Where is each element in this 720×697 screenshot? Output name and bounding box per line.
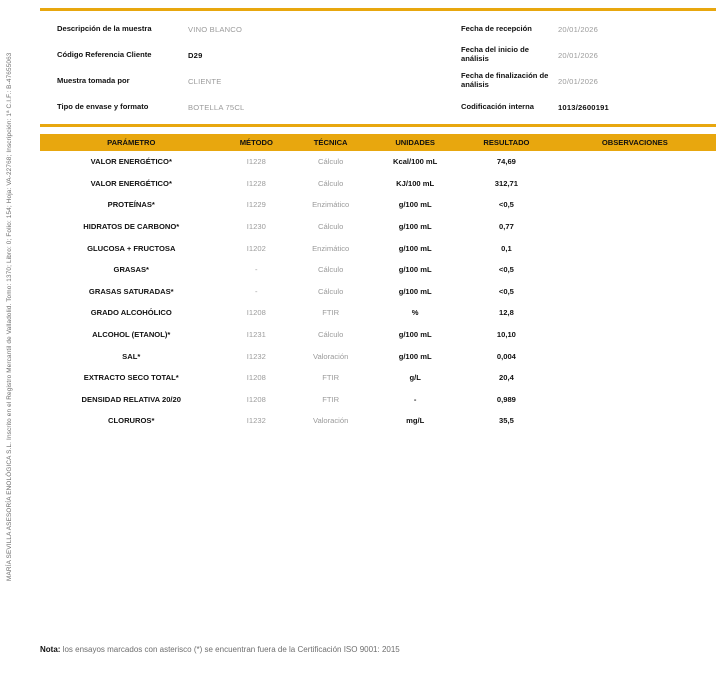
column-header-resultado: RESULTADO [483, 138, 530, 147]
table-row [40, 151, 716, 173]
field-value-fecha-recepcion: 20/01/2026 [558, 24, 599, 34]
cell-resultado: 0,1 [501, 243, 512, 253]
cell-unidades: g/100 mL [398, 243, 432, 253]
cell-tecnica: Cálculo [318, 265, 344, 275]
cell-tecnica: Cálculo [318, 286, 344, 296]
table-row [40, 281, 716, 303]
report-content [40, 8, 716, 432]
cell-metodo: I1231 [246, 330, 266, 340]
cell-unidades: g/100 mL [398, 265, 432, 275]
cell-metodo: I1230 [246, 222, 266, 232]
field-label-fecha-inicio-analisis: Fecha del inicio de análisis [461, 45, 529, 63]
cell-parametro: DENSIDAD RELATIVA 20/20 [81, 394, 181, 404]
cell-unidades: g/100 mL [398, 286, 432, 296]
cell-tecnica: Valoración [313, 416, 349, 426]
cell-tecnica: FTIR [322, 308, 340, 318]
field-label-codificacion-interna: Codificación interna [461, 101, 534, 111]
cell-unidades: - [413, 394, 417, 404]
cell-metodo: I1208 [246, 394, 266, 404]
cell-tecnica: Valoración [313, 351, 349, 361]
table-row [40, 194, 716, 216]
column-header-metodo: MÉTODO [239, 138, 273, 147]
cell-parametro: VALOR ENERGÉTICO* [90, 157, 172, 167]
column-header-parametro: PARÁMETRO [107, 138, 156, 147]
cell-parametro: ALCOHOL (ETANOL)* [92, 330, 171, 340]
cell-resultado: <0,5 [498, 200, 514, 210]
cell-metodo: I1228 [246, 157, 266, 167]
cell-unidades: g/100 mL [398, 351, 432, 361]
cell-unidades: g/100 mL [398, 200, 432, 210]
footer-note-text: los ensayos marcados con asterisco (*) se encuentran fuera de la Certificación ISO 9001: 2015 [60, 645, 400, 654]
cell-tecnica: Cálculo [318, 157, 344, 167]
cell-parametro: CLORUROS* [108, 416, 155, 426]
cell-resultado: 0,989 [496, 394, 516, 404]
results-table-header [40, 134, 716, 151]
cell-unidades: KJ/100 mL [396, 178, 435, 188]
field-value-fecha-finalizacion-analisis: 20/01/2026 [558, 76, 599, 86]
cell-unidades: % [411, 308, 419, 318]
cell-tecnica: Cálculo [318, 178, 344, 188]
cell-tecnica: FTIR [322, 373, 340, 383]
cell-resultado: 74,69 [496, 157, 516, 167]
cell-parametro: VALOR ENERGÉTICO* [90, 178, 172, 188]
field-label-descripcion-muestra: Descripción de la muestra [57, 23, 152, 33]
cell-parametro: GRASAS SATURADAS* [88, 286, 174, 296]
table-row [40, 410, 716, 432]
cell-parametro: HIDRATOS DE CARBONO* [83, 222, 180, 232]
cell-tecnica: Cálculo [318, 222, 344, 232]
field-label-fecha-finalizacion-analisis: Fecha de finalización de análisis [461, 71, 549, 89]
cell-resultado: <0,5 [498, 286, 514, 296]
cell-unidades: g/100 mL [398, 222, 432, 232]
field-value-descripcion-muestra: VINO BLANCO [188, 24, 243, 34]
cell-tecnica: Cálculo [318, 330, 344, 340]
table-row [40, 173, 716, 195]
field-value-fecha-inicio-analisis: 20/01/2026 [558, 50, 599, 60]
cell-metodo: - [255, 265, 258, 275]
cell-resultado: 0,004 [496, 351, 516, 361]
cell-tecnica: Enzimático [312, 200, 350, 210]
column-header-unidades: UNIDADES [395, 138, 435, 147]
cell-metodo: I1228 [246, 178, 266, 188]
footer-note [40, 645, 400, 654]
cell-metodo: I1232 [246, 351, 266, 361]
cell-parametro: GLUCOSA + FRUCTOSA [87, 243, 176, 253]
table-row [40, 324, 716, 346]
cell-resultado: 10,10 [496, 330, 516, 340]
field-label-tipo-envase: Tipo de envase y formato [57, 101, 149, 111]
sample-metadata-grid [40, 16, 716, 120]
table-row [40, 302, 716, 324]
cell-resultado: 312,71 [494, 178, 519, 188]
cell-parametro: GRASAS* [113, 265, 149, 275]
cell-unidades: mg/L [406, 416, 425, 426]
table-row [40, 345, 716, 367]
table-row [40, 259, 716, 281]
results-table-body [40, 151, 716, 432]
table-row [40, 367, 716, 389]
cell-parametro: PROTEÍNAS* [107, 200, 155, 210]
cell-metodo: I1229 [246, 200, 266, 210]
cell-tecnica: FTIR [322, 394, 340, 404]
cell-resultado: 35,5 [499, 416, 514, 426]
company-registry-sidebar-text: MARÍA SEVILLA ASESORÍA ENOLÓGICA S.L. Inscrito en el Registro Mercantil de Valladolid. Tomo: 1370; Libro: 0; Folio: 154; Hoja: VA-22768; Inscripción: 1ª C.I.F.: B-47655063 [6, 52, 13, 581]
table-row [40, 389, 716, 411]
cell-metodo: - [255, 286, 258, 296]
field-label-muestra-tomada-por: Muestra tomada por [57, 75, 130, 85]
field-value-muestra-tomada-por: CLIENTE [188, 76, 222, 86]
field-label-fecha-recepcion: Fecha de recepción [461, 23, 532, 33]
cell-metodo: I1208 [246, 308, 266, 318]
cell-unidades: g/L [409, 373, 421, 383]
cell-unidades: g/100 mL [398, 330, 432, 340]
cell-metodo: I1202 [246, 243, 266, 253]
table-row [40, 216, 716, 238]
cell-resultado: <0,5 [498, 265, 514, 275]
cell-resultado: 12,8 [499, 308, 514, 318]
cell-parametro: SAL* [122, 351, 141, 361]
column-header-observaciones: OBSERVACIONES [601, 138, 668, 147]
cell-metodo: I1232 [246, 416, 266, 426]
field-value-codificacion-interna: 1013/2600191 [558, 102, 609, 112]
cell-resultado: 0,77 [499, 222, 514, 232]
footer-note-label: Nota: [40, 645, 61, 654]
field-value-tipo-envase: BOTELLA 75CL [188, 102, 245, 112]
table-row [40, 237, 716, 259]
cell-resultado: 20,4 [499, 373, 514, 383]
cell-unidades: Kcal/100 mL [392, 157, 438, 167]
cell-parametro: EXTRACTO SECO TOTAL* [83, 373, 179, 383]
cell-metodo: I1208 [246, 373, 266, 383]
field-value-codigo-referencia: D29 [188, 50, 203, 60]
cell-tecnica: Enzimático [312, 243, 350, 253]
cell-parametro: GRADO ALCOHÓLICO [90, 308, 172, 318]
sample-metadata-section [40, 8, 716, 127]
field-label-codigo-referencia: Código Referencia Cliente [57, 49, 152, 59]
column-header-tecnica: TÉCNICA [313, 138, 348, 147]
